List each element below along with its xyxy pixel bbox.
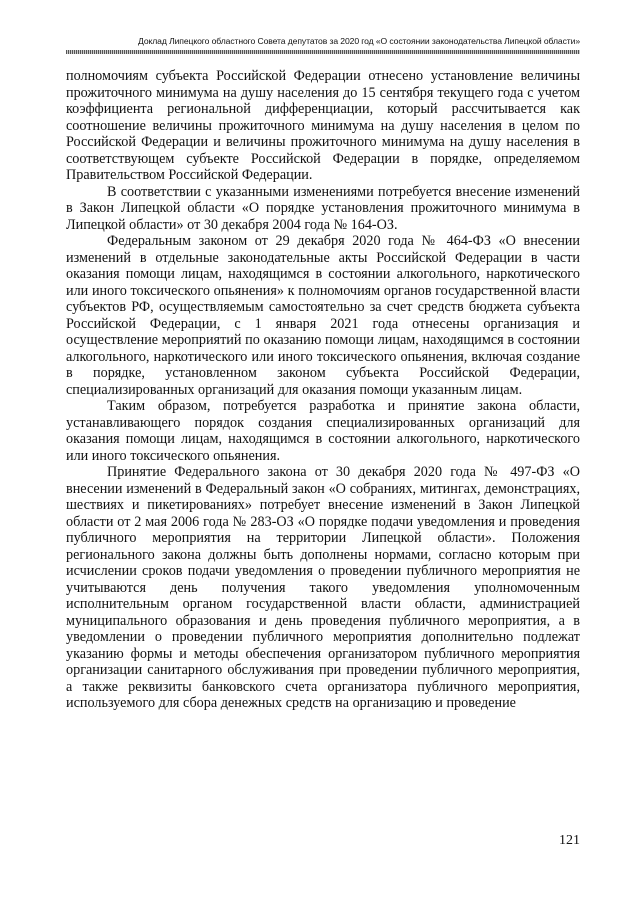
paragraph: Таким образом, потребуется разработка и принятие закона области, устанавливающего порядок создания специализированных организаций для оказания помощи лицам, находящимся в состоянии алкогольного, наркотического или иного токсического опьянения. [66,398,580,464]
document-body [66,68,580,712]
running-header: Доклад Липецкого областного Совета депутатов за 2020 год «О состоянии законодательства Липецкой области» [138,36,580,46]
header-divider [66,50,580,54]
paragraph: Федеральным законом от 29 декабря 2020 года № 464-ФЗ «О внесении изменений в отдельные законодательные акты Российской Федерации в части оказания помощи лицам, находящимся в состоянии алкогольного, наркотического или иного токсического опьянения» к полномочиям органов государственной власти субъектов РФ, осуществляемым самостоятельно за счет средств бюджета субъекта Российской Федерации, с 1 января 2021 года отнесены организация и осуществление мероприятий по оказанию помощи лицам, находящимся в состоянии алкогольного, наркотического или иного токсического опьянения, включая создание в порядке, установленном законом субъекта Российской Федерации, специализированных организаций для оказания помощи указанным лицам. [66,233,580,398]
paragraph: В соответствии с указанными изменениями потребуется внесение изменений в Закон Липецкой области «О порядке установления прожиточного минимума в Липецкой области» от 30 декабря 2004 года № 164-ОЗ. [66,183,580,233]
page-number: 121 [559,833,580,848]
paragraph: Принятие Федерального закона от 30 декабря 2020 года № 497-ФЗ «О внесении изменений в Федеральный закон «О собраниях, митингах, демонстрациях, шествиях и пикетированиях» потребует внесение изменений в Закон Липецкой области от 2 мая 2006 года № 283-ОЗ «О порядке подачи уведомления и проведения публичного мероприятия на территории Липецкой области». Положения регионального закона должны быть дополнены нормами, согласно которым при исчислении сроков подачи уведомления о проведении публичного мероприятия не учитываются день получения такого уведомления уполномоченным исполнительным органом государственной власти области, администрацией муниципального образования и день проведения публичного мероприятия, а в уведомлении о проведении публичного мероприятия дополнительно подлежат указанию формы и методы обеспечения организатором публичного мероприятия организации санитарного обслуживания при проведении публичного мероприятия, а также реквизиты банковского счета организатора публичного мероприятия, используемого для сбора денежных средств на организацию и проведение [66,464,580,711]
paragraph-continuation: полномочиям субъекта Российской Федерации отнесено установление величины прожиточного минимума на душу населения до 15 сентября текущего года с учетом коэффициента региональной дифференциации, который рассчитывается как соотношение величины прожиточного минимума на душу населения в целом по Российской Федерации и величины прожиточного минимума на душу населения в соответствующем субъекте Российской Федерации в порядке, определяемом Правительством Российской Федерации. [66,68,580,183]
